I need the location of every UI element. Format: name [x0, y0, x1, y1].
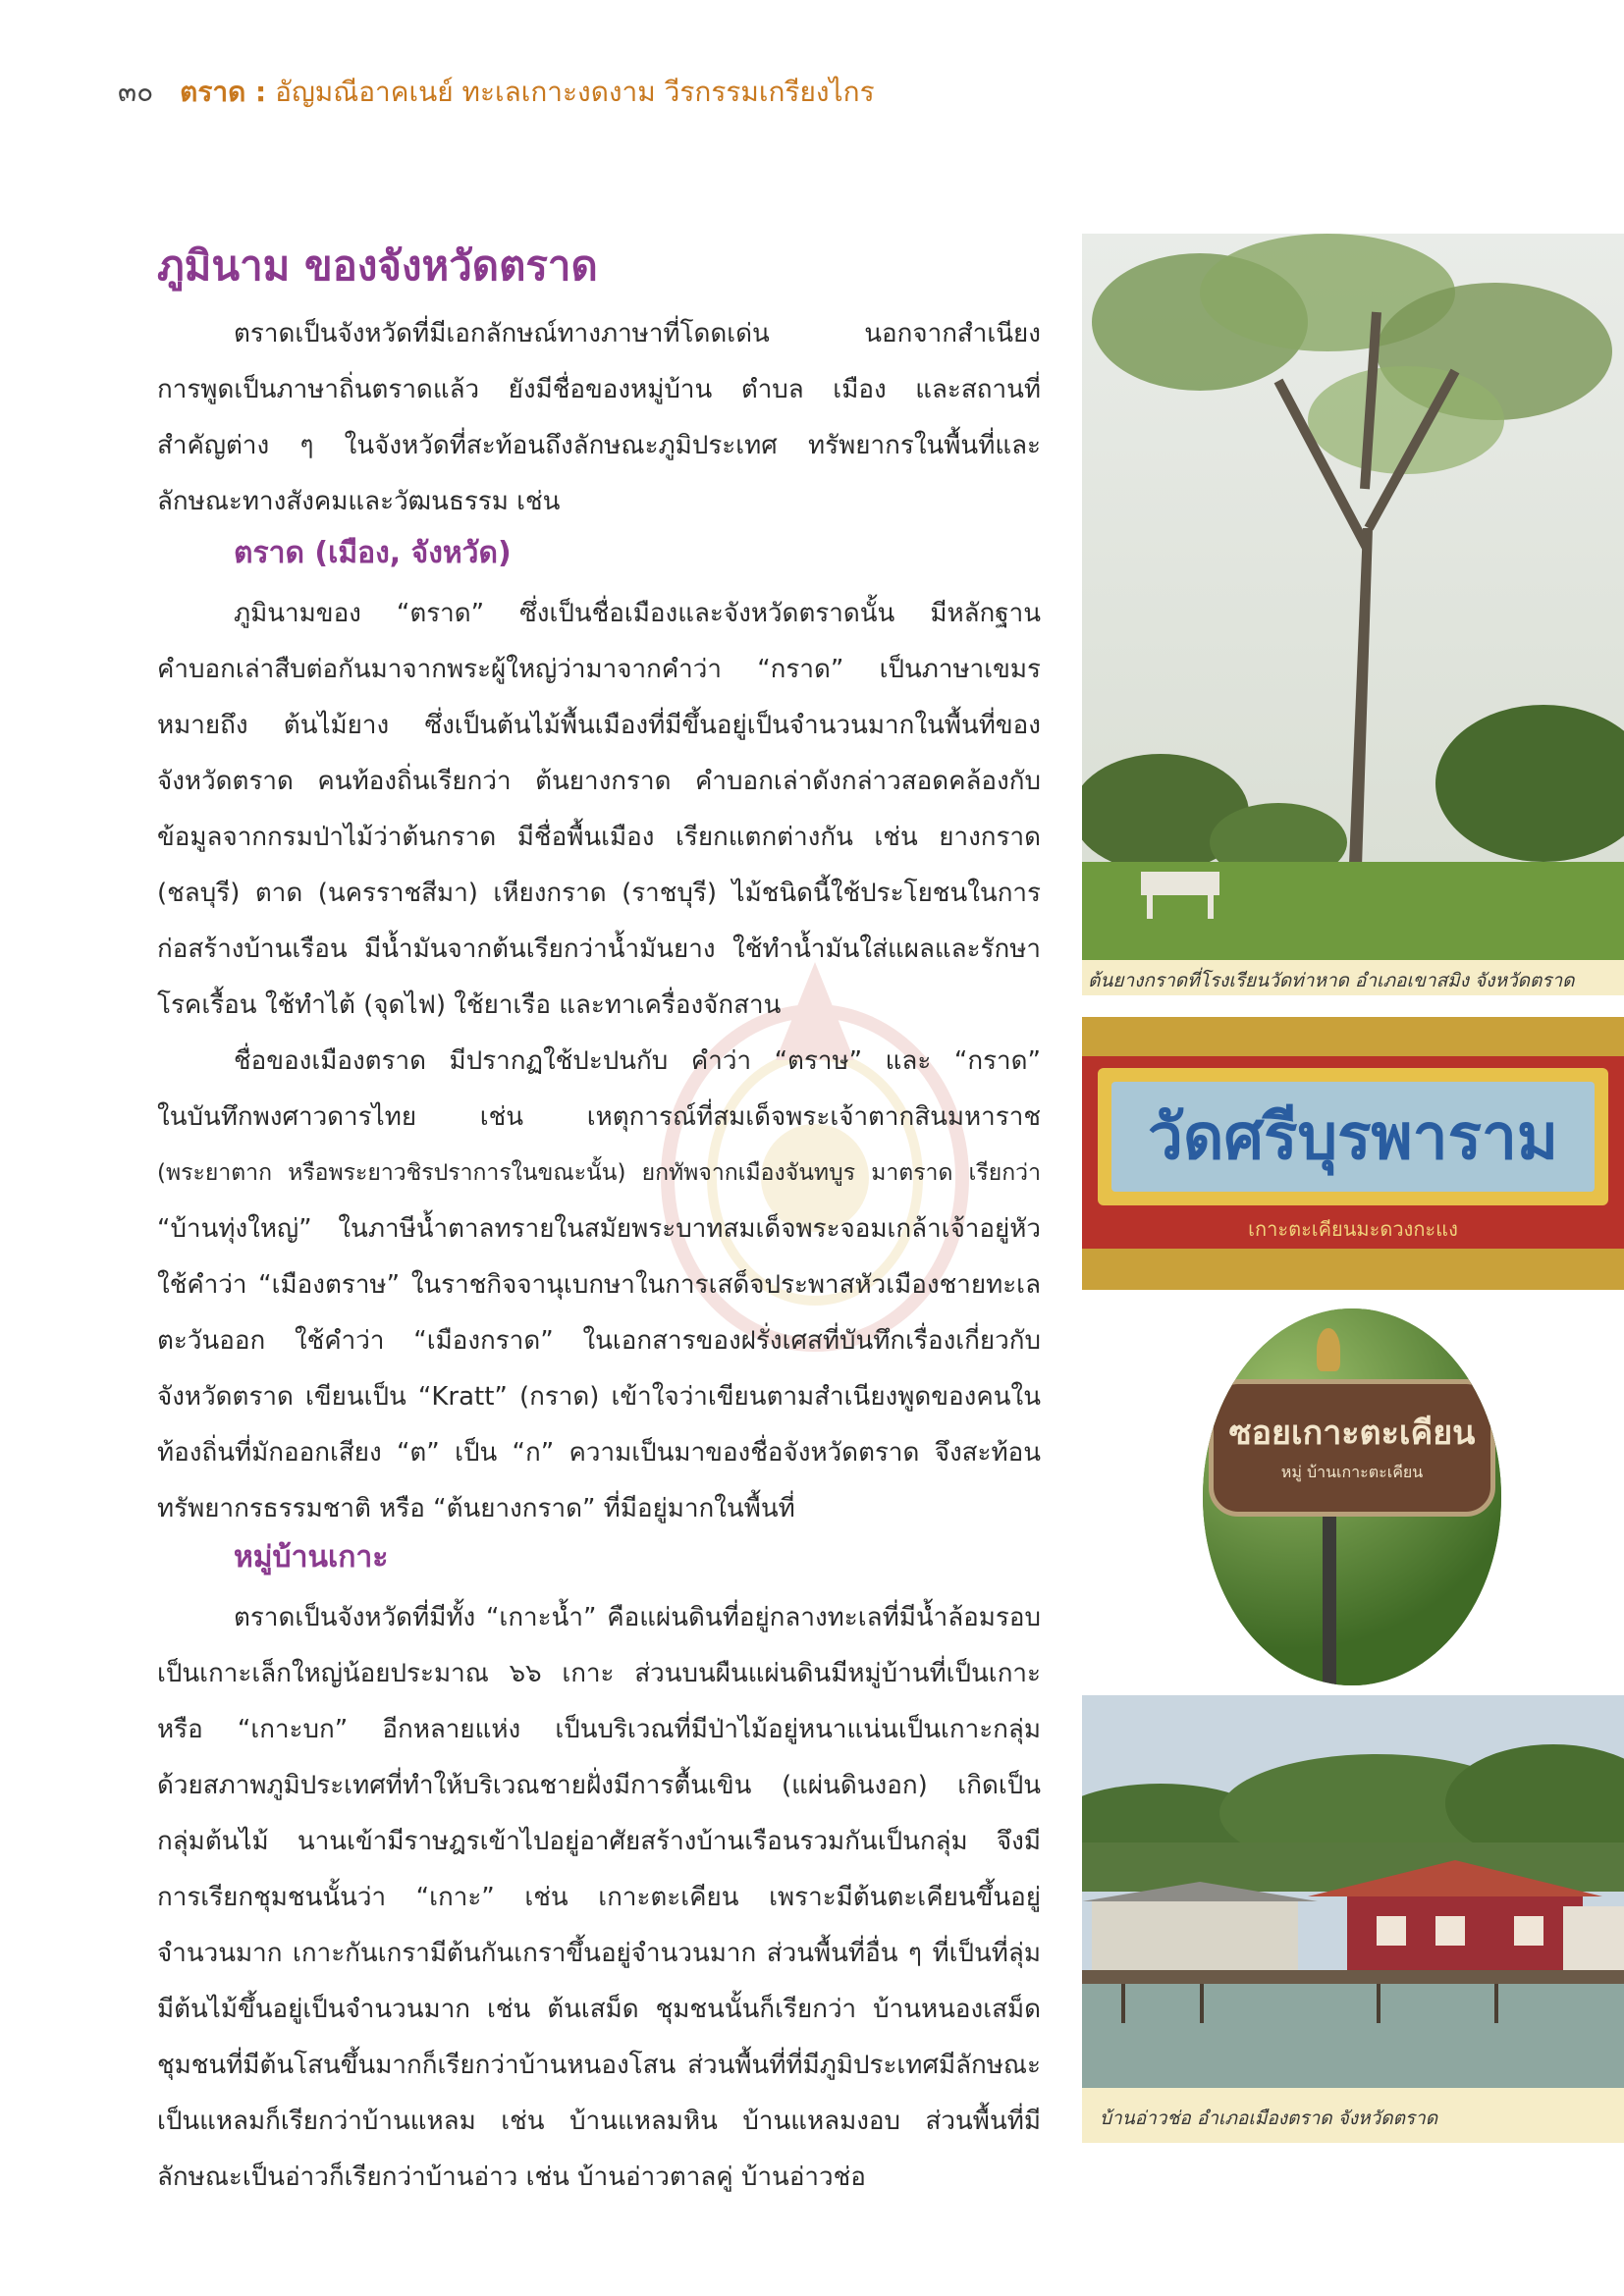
- text-line: ก่อสร้างบ้านเรือน มีน้ำมันจากต้นเรียกว่าน้ำมันยาง ใช้ทำน้ำมันใส่แผลและรักษา: [157, 934, 1041, 964]
- header-subtitle: อัญมณีอาคเนย์ ทะเลเกาะงดงาม วีรกรรมเกรียงไกร: [275, 76, 875, 108]
- running-header: [118, 71, 875, 114]
- text-line: ลักษณะเป็นอ่าวก็เรียกว่าบ้านอ่าว เช่น บ้านอ่าวตาลคู่ บ้านอ่าวช่อ: [157, 2163, 866, 2192]
- text-line: “บ้านทุ่งใหญ่” ในภาษีน้ำตาลทรายในสมัยพระบาทสมเด็จพระจอมเกล้าเจ้าอยู่หัว: [157, 1214, 1041, 1244]
- text-line: ตะวันออก ใช้คำว่า “เมืองกราด” ในเอกสารของฝรั่งเศสที่บันทึกเรื่องเกี่ยวกับ: [157, 1326, 1041, 1356]
- header-province: ตราด :: [180, 76, 267, 108]
- text-line: ทรัพยากรธรรมชาติ หรือ “ต้นยางกราด” ที่มีอยู่มากในพื้นที่: [157, 1494, 795, 1523]
- temple-sign-photo: [1082, 1017, 1624, 1290]
- text-line: ตราดเป็นจังหวัดที่มีเอกลักษณ์ทางภาษาที่โดดเด่น นอกจากสำเนียง: [234, 319, 1041, 348]
- page-number: ๓๐: [118, 76, 154, 108]
- article-title: ภูมินาม ของจังหวัดตราด: [157, 241, 598, 290]
- tree-caption-bar: [1082, 960, 1624, 995]
- section-heading-island-village: หมู่บ้านเกาะ: [234, 1540, 389, 1575]
- sign-frame-bottom: [1082, 1249, 1624, 1290]
- sign-post: [1323, 1505, 1336, 1685]
- text-line: (ชลบุรี) ตาด (นครราชสีมา) เหียงกราด (ราชบุรี) ไม้ชนิดนี้ใช้ประโยชนในการ: [157, 879, 1041, 908]
- text-line: ข้อมูลจากกรมป่าไม้ว่าต้นกราด มีชื่อพื้นเมือง เรียกแตกต่างกัน เช่น ยางกราด: [157, 823, 1041, 852]
- tree-photo: [1082, 234, 1624, 960]
- village-illustration: [1082, 1695, 1624, 2088]
- text-line: เป็นเกาะเล็กใหญ่น้อยประมาณ ๖๖ เกาะ ส่วนบนผืนแผ่นดินมีหมู่บ้านที่เป็นเกาะ: [157, 1659, 1041, 1688]
- text-line: ภูมินามของ “ตราด” ซึ่งเป็นชื่อเมืองและจังหวัดตราดนั้น มีหลักฐาน: [234, 599, 1041, 628]
- text-line: โรคเรื้อน ใช้ทำไต้ (จุดไฟ) ใช้ยาเรือ และทาเครื่องจักสาน: [157, 990, 782, 1020]
- text-line: ชื่อของเมืองตราด มีปรากฏใช้ปะปนกับ คำว่า “ตราษ” และ “กราด”: [234, 1046, 1041, 1076]
- street-sign-photo: [1203, 1308, 1501, 1685]
- text-line: ลักษณะทางสังคมและวัฒนธรรม เช่น: [157, 487, 561, 516]
- tree-illustration: [1082, 234, 1624, 960]
- text-line: หมายถึง ต้นไม้ยาง ซึ่งเป็นต้นไม้พื้นเมืองที่มีขึ้นอยู่เป็นจำนวนมากในพื้นที่ของ: [157, 711, 1041, 740]
- text-line: ชุมชนที่มีต้นโสนขึ้นมากก็เรียกว่าบ้านหนองโสน ส่วนพื้นที่ที่มีภูมิประเทศมีลักษณะ: [157, 2051, 1041, 2080]
- street-sign-board: [1209, 1379, 1495, 1517]
- text-line: กลุ่มต้นไม้ นานเข้ามีราษฎรเข้าไปอยู่อาศัยสร้างบ้านเรือนรวมกันเป็นกลุ่ม จึงมี: [157, 1827, 1041, 1856]
- text-line: การเรียกชุมชนนั้นว่า “เกาะ” เช่น เกาะตะเคียน เพราะมีต้นตะเคียนขึ้นอยู่: [157, 1883, 1041, 1912]
- village-caption-text: บ้านอ่าวช่อ อำเภอเมืองตราด จังหวัดตราด: [1100, 2108, 1438, 2129]
- text-line: จังหวัดตราด เขียนเป็น “Kratt” (กราด) เข้าใจว่าเขียนตามสำเนียงพูดของคนใน: [157, 1382, 1041, 1412]
- village-caption-bar: [1082, 2088, 1624, 2143]
- text-line: คำบอกเล่าสืบต่อกันมาจากพระผู้ใหญ่ว่ามาจากคำว่า “กราด” เป็นภาษาเขมร: [157, 655, 1041, 684]
- text-line: สำคัญต่าง ๆ ในจังหวัดที่สะท้อนถึงลักษณะภูมิประเทศ ทรัพยากรในพื้นที่และ: [157, 431, 1041, 460]
- temple-sign-subtext: เกาะตะเคียนมะดวงกะแง: [1248, 1217, 1458, 1241]
- text-line: (พระยาตาก หรือพระยาวชิรปราการในขณะนั้น) ยกทัพจากเมืองจันทบูร มาตราด เรียกว่า: [157, 1160, 1041, 1186]
- text-line: มีต้นไม้ขึ้นอยู่เป็นจำนวนมาก เช่น ต้นเสม็ด ชุมชนนั้นก็เรียกว่า บ้านหนองเสม็ด: [157, 1995, 1041, 2024]
- section-heading-trat: ตราด (เมือง, จังหวัด): [234, 536, 512, 570]
- tree-caption-text: ต้นยางกราดที่โรงเรียนวัดท่าหาด อำเภอเขาสมิง จังหวัดตราด: [1088, 970, 1575, 991]
- text-line: ท้องถิ่นที่มักออกเสียง “ต” เป็น “ก” ความเป็นมาของชื่อจังหวัดตราด จึงสะท้อน: [157, 1438, 1041, 1468]
- text-line: ในบันทึกพงศาวดารไทย เช่น เหตุการณ์ที่สมเด็จพระเจ้าตากสินมหาราช: [157, 1102, 1041, 1132]
- sign-frame-top: [1082, 1017, 1624, 1056]
- post-finial: [1317, 1328, 1340, 1371]
- text-line: ตราดเป็นจังหวัดที่มีทั้ง “เกาะน้ำ” คือแผ่นดินที่อยู่กลางทะเลที่มีน้ำล้อมรอบ: [234, 1603, 1041, 1632]
- text-line: ใช้คำว่า “เมืองตราษ” ในราชกิจจานุเบกษาในการเสด็จประพาสหัวเมืองชายทะเล: [157, 1270, 1041, 1300]
- street-sign-text: ซอยเกาะตะเคียน: [1228, 1414, 1476, 1453]
- text-line: การพูดเป็นภาษาถิ่นตราดแล้ว ยังมีชื่อของหมู่บ้าน ตำบล เมือง และสถานที่: [157, 375, 1041, 404]
- text-line: จังหวัดตราด คนท้องถิ่นเรียกว่า ต้นยางกราด คำบอกเล่าดังกล่าวสอดคล้องกับ: [157, 767, 1041, 796]
- street-sign-subtext: หมู่ บ้านเกาะตะเคียน: [1280, 1463, 1424, 1481]
- village-photo: [1082, 1695, 1624, 2088]
- text-line: ด้วยสภาพภูมิประเทศที่ทำให้บริเวณชายฝั่งมีการตื้นเขิน (แผ่นดินงอก) เกิดเป็น: [157, 1771, 1041, 1800]
- text-line: หรือ “เกาะบก” อีกหลายแห่ง เป็นบริเวณที่มีป่าไม้อยู่หนาแน่นเป็นเกาะกลุ่ม: [157, 1715, 1041, 1744]
- text-line: จำนวนมาก เกาะกันเกรามีต้นกันเกราขึ้นอยู่จำนวนมาก ส่วนพื้นที่อื่น ๆ ที่เป็นที่ลุ่ม: [157, 1939, 1041, 1968]
- temple-sign-text: วัดศรีบุรพาราม: [1111, 1082, 1595, 1192]
- text-line: เป็นแหลมก็เรียกว่าบ้านแหลม เช่น บ้านแหลมหิน บ้านแหลมงอบ ส่วนพื้นที่มี: [157, 2107, 1041, 2136]
